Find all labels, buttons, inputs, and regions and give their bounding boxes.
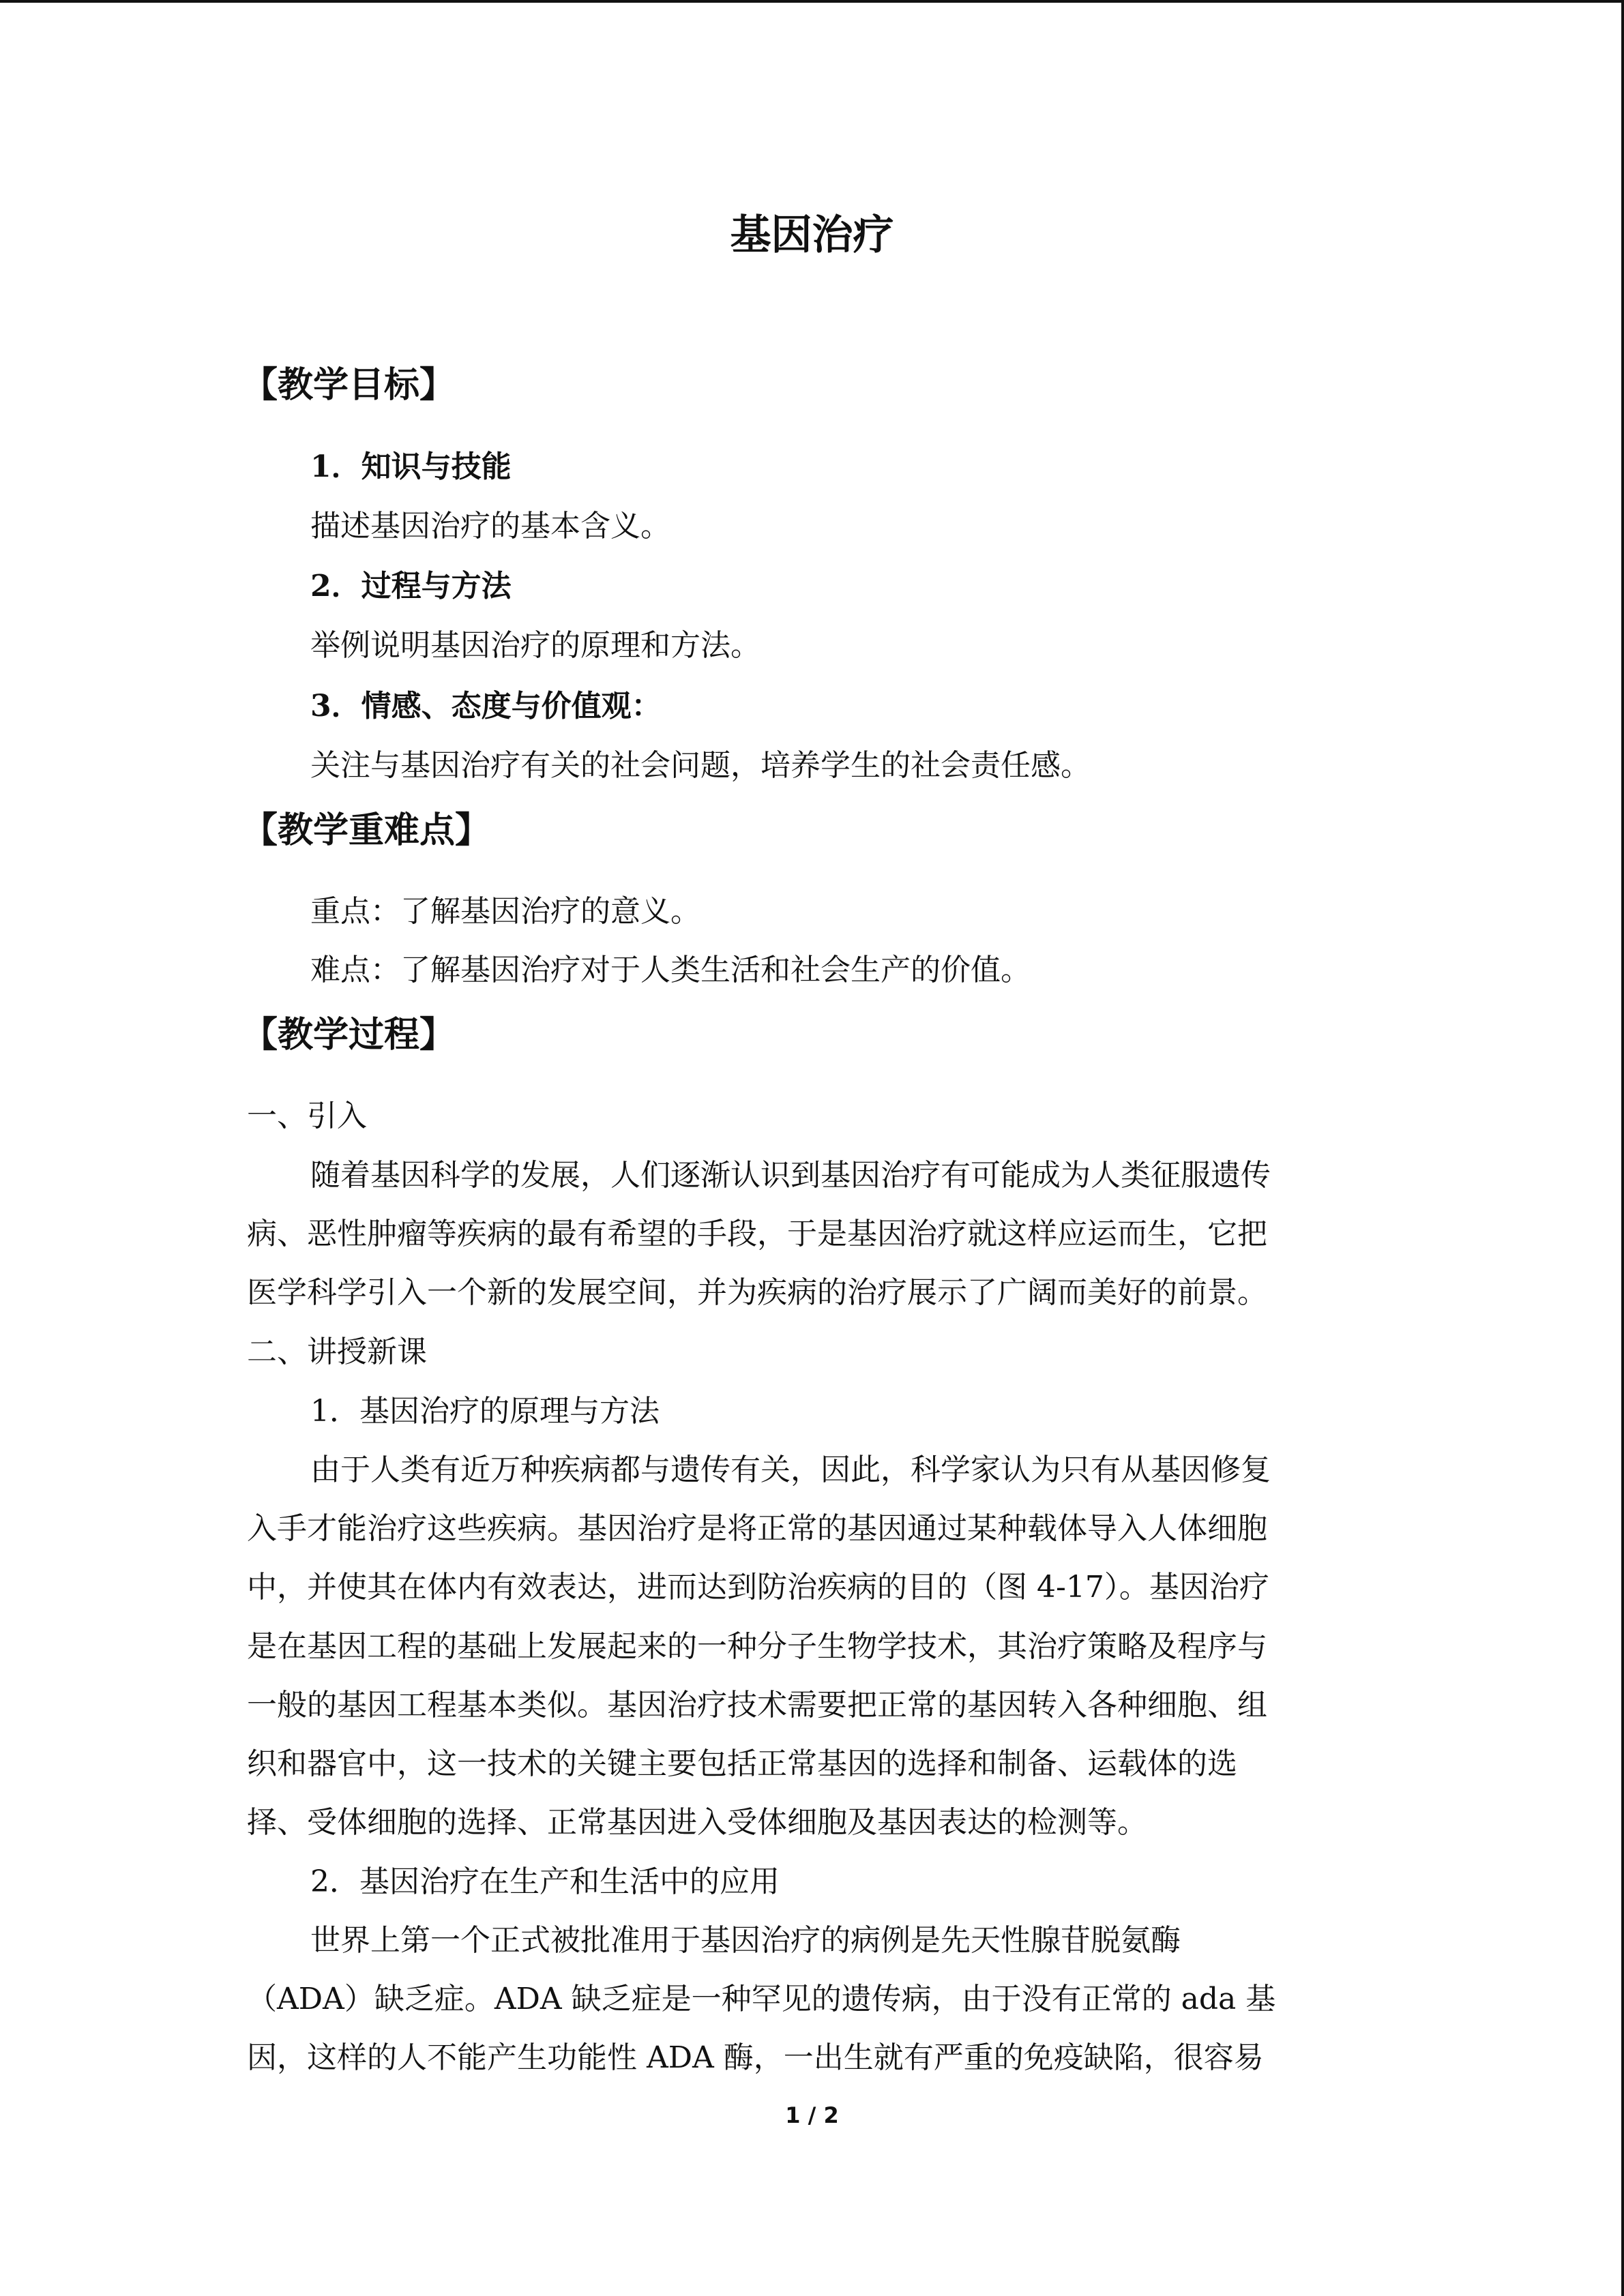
- section-heading-objectives: 【教学目标】: [242, 365, 456, 406]
- body-line: 随着基因科学的发展，人们逐渐认识到基因治疗有可能成为人类征服遗传: [310, 1158, 1271, 1193]
- page-right-border: [1621, 0, 1624, 2296]
- objective-label: 3．情感、态度与价值观：: [310, 689, 662, 724]
- body-line: 织和器官中，这一技术的关键主要包括正常基因的选择和制备、运载体的选: [247, 1746, 1237, 1781]
- body-line: 中，并使其在体内有效表达，进而达到防治疾病的目的（图 4-17）。基因治疗: [247, 1570, 1269, 1605]
- document-title: 基因治疗: [730, 211, 894, 259]
- body-line: 择、受体细胞的选择、正常基因进入受体细胞及基因表达的检测等。: [247, 1805, 1147, 1840]
- objective-label: 1．知识与技能: [310, 449, 512, 484]
- body-line: 因，这样的人不能产生功能性 ADA 酶，一出生就有严重的免疫缺陷，很容易: [247, 2040, 1264, 2075]
- objective-text: 关注与基因治疗有关的社会问题，培养学生的社会责任感。: [310, 748, 1091, 783]
- body-line: 入手才能治疗这些疾病。基因治疗是将正常的基因通过某种载体导入人体细胞: [247, 1511, 1267, 1546]
- body-line: 由于人类有近万种疾病都与遗传有关，因此，科学家认为只有从基因修复: [310, 1452, 1271, 1487]
- subsection-heading: 1．基因治疗的原理与方法: [310, 1394, 660, 1429]
- subsection-heading: 2．基因治疗在生产和生活中的应用: [310, 1864, 780, 1899]
- body-line: 是在基因工程的基础上发展起来的一种分子生物学技术，其治疗策略及程序与: [247, 1629, 1267, 1664]
- body-line: 一般的基因工程基本类似。基因治疗技术需要把正常的基因转入各种细胞、组: [247, 1688, 1267, 1723]
- intro-heading: 一、引入: [247, 1099, 367, 1133]
- section-heading-process: 【教学过程】: [242, 1015, 456, 1056]
- key-point-line: 重点：了解基因治疗的意义。: [310, 894, 700, 929]
- objective-label: 2．过程与方法: [310, 569, 512, 603]
- objective-text: 举例说明基因治疗的原理和方法。: [310, 628, 761, 663]
- body-line: 医学科学引入一个新的发展空间，并为疾病的治疗展示了广阔而美好的前景。: [247, 1275, 1267, 1310]
- section-heading-key-points: 【教学重难点】: [242, 810, 491, 851]
- body-line: 世界上第一个正式被批准用于基因治疗的病例是先天性腺苷脱氨酶: [310, 1923, 1181, 1958]
- body-line: 病、恶性肿瘤等疾病的最有希望的手段，于是基因治疗就这样应运而生，它把: [247, 1217, 1267, 1251]
- page-number: 1 / 2: [785, 2102, 839, 2128]
- body-line: （ADA）缺乏症。ADA 缺乏症是一种罕见的遗传病，由于没有正常的 ada 基: [247, 1982, 1276, 2016]
- lesson-heading: 二、讲授新课: [247, 1335, 427, 1369]
- page-top-border: [0, 0, 1624, 3]
- key-point-line: 难点：了解基因治疗对于人类生活和社会生产的价值。: [310, 953, 1031, 987]
- objective-text: 描述基因治疗的基本含义。: [310, 509, 670, 543]
